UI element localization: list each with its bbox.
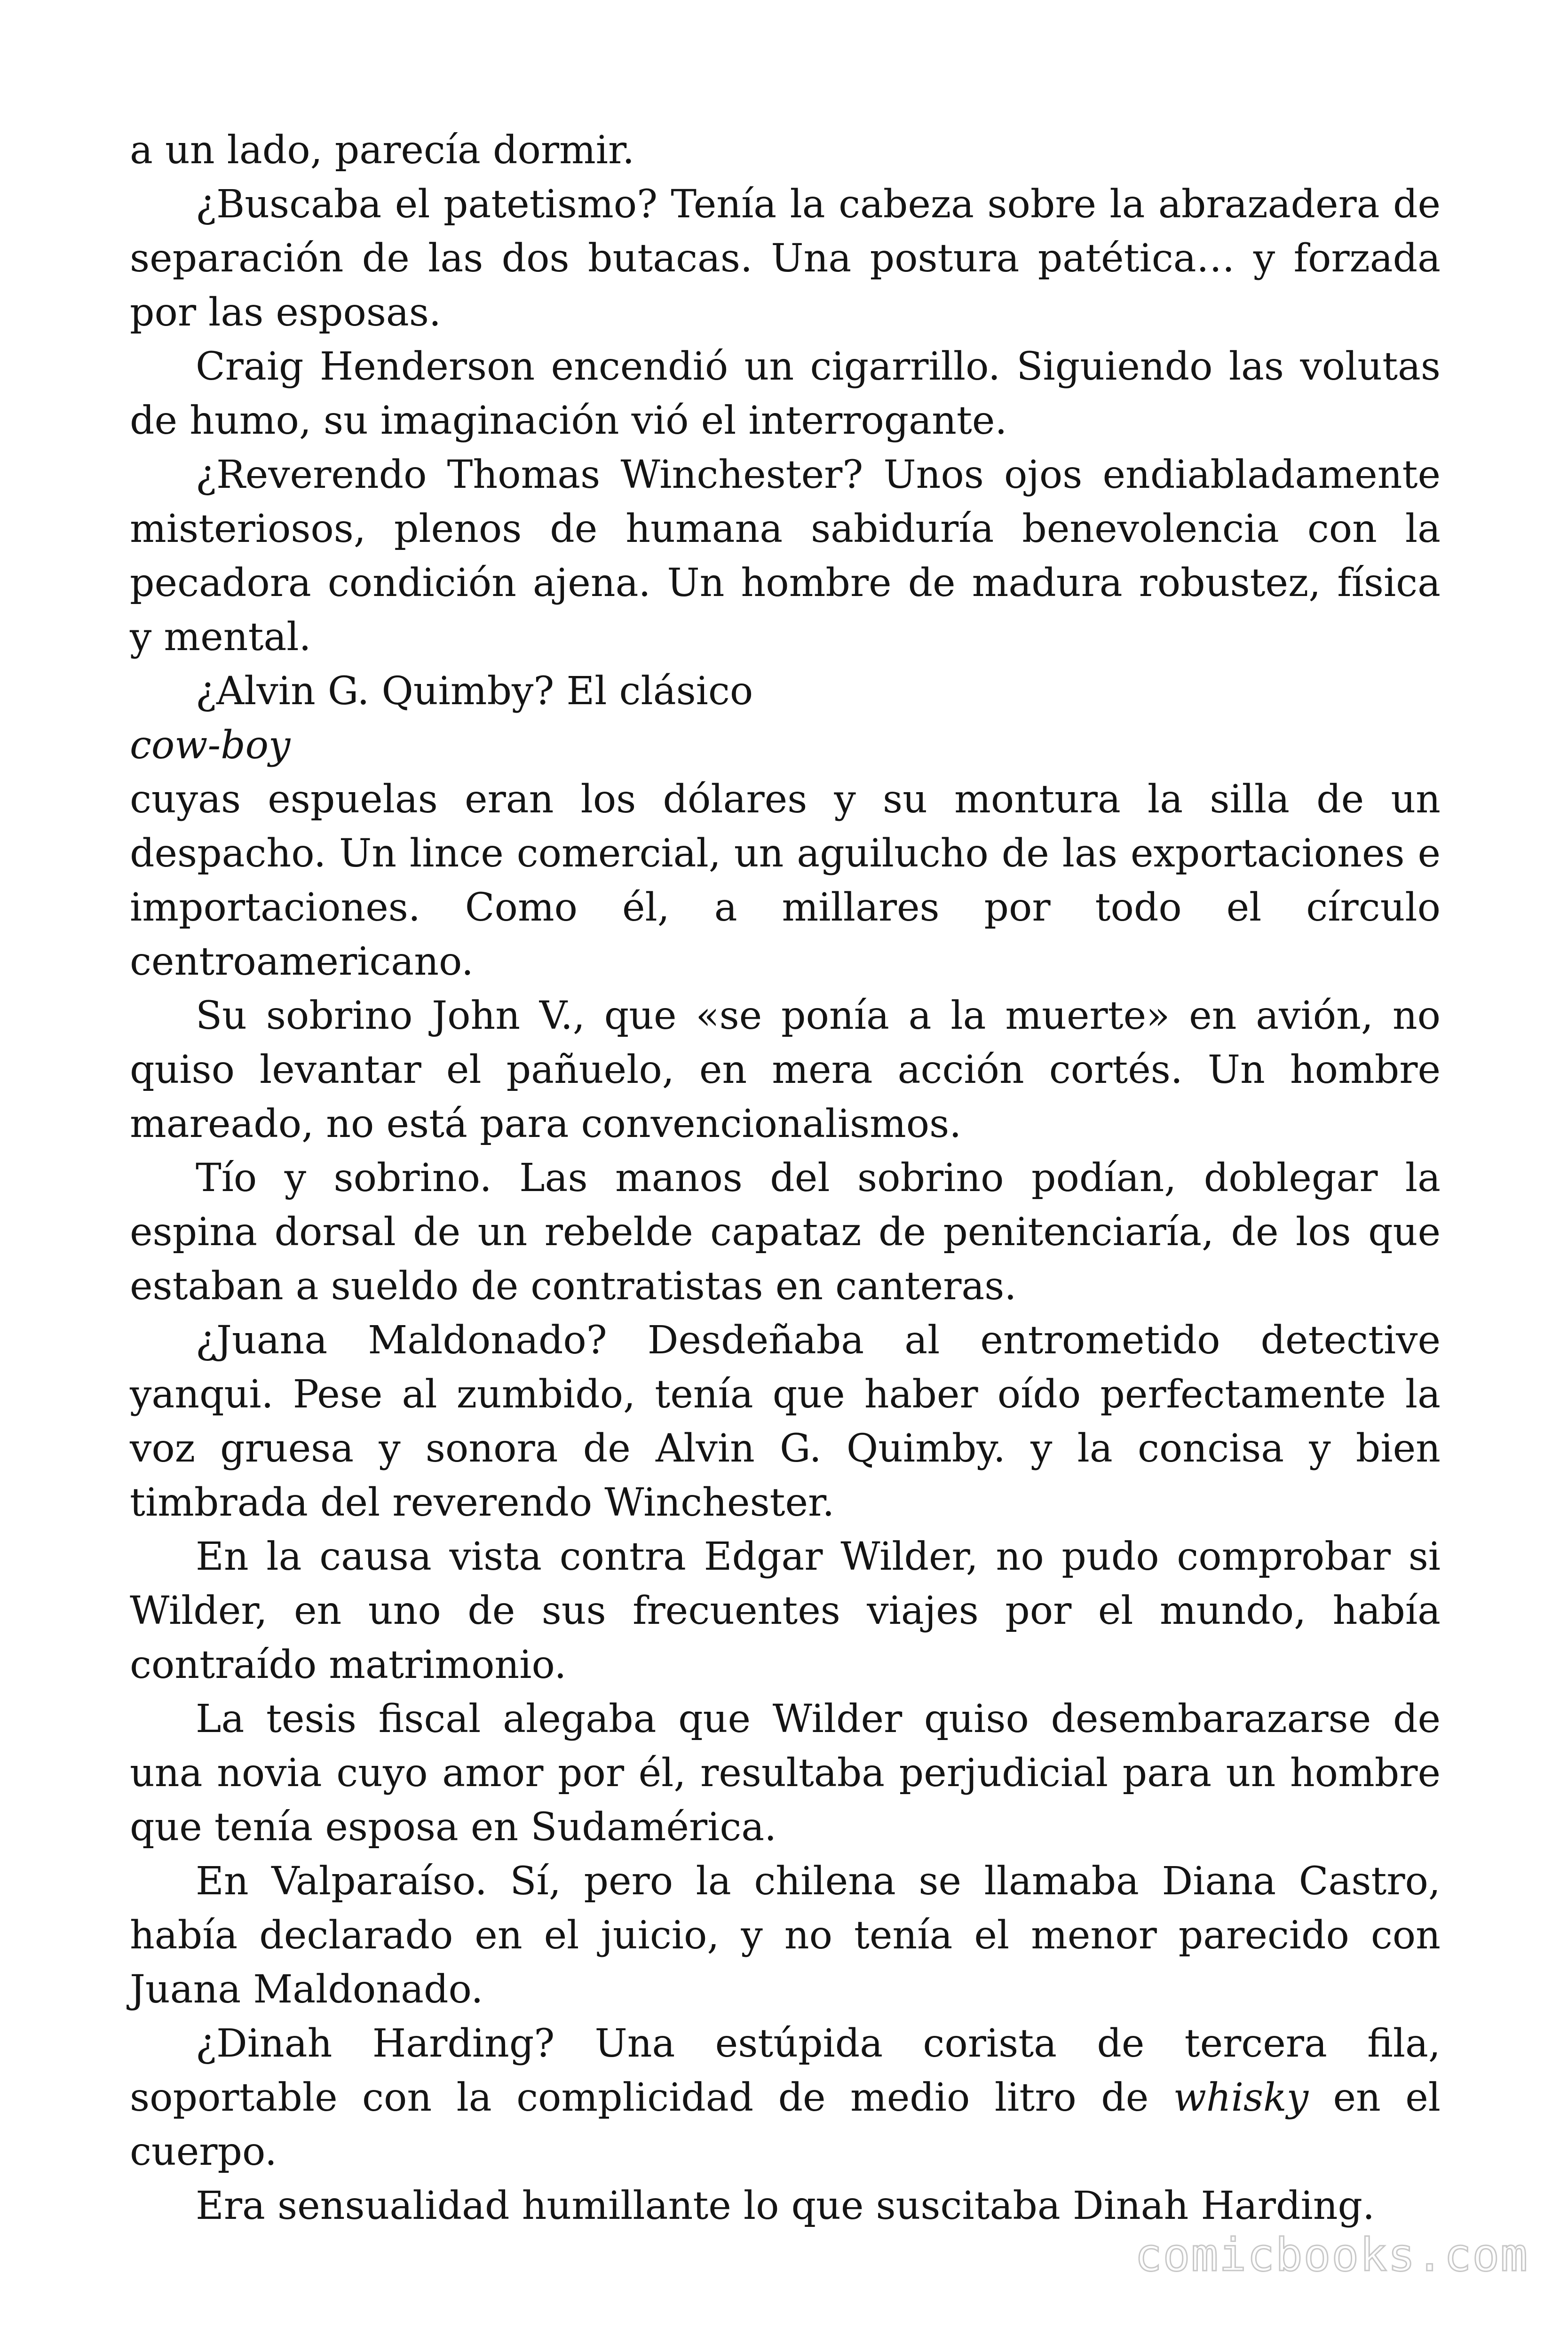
paragraph: En Valparaíso. Sí, pero la chilena se llamaba Diana Castro, había declarado en el juicio, y no tenía el menor parecido con Juana Maldonado. <box>130 1859 1441 2012</box>
document-page <box>130 123 1441 2233</box>
paragraph: ¿Alvin G. Quimby? El clásico <box>196 669 753 714</box>
paragraph: En la causa vista contra Edgar Wilder, no pudo comprobar si Wilder, en uno de sus frecuentes viajes por el mundo, había contraído matrimonio. <box>130 1534 1441 1687</box>
paragraph: ¿Buscaba el patetismo? Tenía la cabeza sobre la abrazadera de separación de las dos butacas. Una postura patética… y forzada por las esposas. <box>130 182 1441 335</box>
paragraph: ¿Juana Maldonado? Desdeñaba al entrometido detective yanqui. Pese al zumbido, tenía que haber oído perfectamente la voz gruesa y sonora de Alvin G. Quimby. y la concisa y bien timbrada del reverendo Winchester. <box>130 1318 1441 1525</box>
italic-term: cow-boy <box>130 723 291 768</box>
paragraph: Era sensualidad humillante lo que suscitaba Dinah Harding. <box>196 2184 1375 2228</box>
paragraph: ¿Reverendo Thomas Winchester? Unos ojos endiabladamente misteriosos, plenos de humana sabiduría benevolencia con la pecadora condición ajena. Un hombre de madura robustez, física y mental. <box>130 453 1441 660</box>
site-watermark: comicbooks.com <box>1134 2229 1528 2281</box>
italic-line <box>130 718 1441 772</box>
paragraph: Tío y sobrino. Las manos del sobrino podían, doblegar la espina dorsal de un rebelde capataz de penitenciaría, de los que estaban a sueldo de contratistas en canteras. <box>130 1156 1441 1309</box>
paragraph: Su sobrino John V., que «se ponía a la muerte» en avión, no quiso levantar el pañuelo, en mera acción cortés. Un hombre mareado, no está para convencionalismos. <box>130 993 1441 1146</box>
paragraph-text: ¿Dinah Harding? Una estúpida corista de tercera fila, soportable con la complicidad de medio litro de <box>130 2021 1441 2120</box>
paragraph: La tesis fiscal alegaba que Wilder quiso desembarazarse de una novia cuyo amor por él, resultaba perjudicial para un hombre que tenía esposa en Sudamérica. <box>130 1697 1441 1850</box>
paragraph-continuation: cuyas espuelas eran los dólares y su montura la silla de un despacho. Un lince comercial, un aguilucho de las exportaciones e importaciones. Como él, a millares por todo el círculo centroamericano. <box>130 777 1441 984</box>
italic-term: whisky <box>1173 2075 1309 2120</box>
paragraph-text: en el cuerpo. <box>130 2075 1441 2174</box>
paragraph-continuation: a un lado, parecía dormir. <box>130 128 635 173</box>
paragraph: Craig Henderson encendió un cigarrillo. Siguiendo las volutas de humo, su imaginación vió el interrogante. <box>130 344 1441 443</box>
paragraph <box>130 2017 1441 2179</box>
